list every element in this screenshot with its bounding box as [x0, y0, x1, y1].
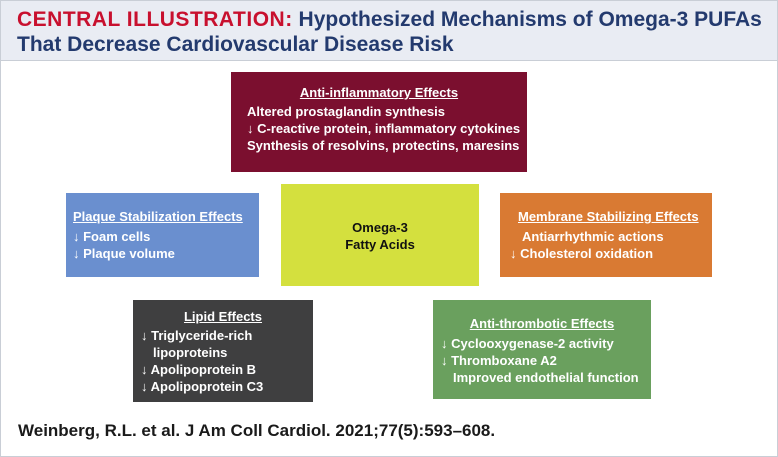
- plaque-stabilization-title: Plaque Stabilization Effects: [73, 209, 243, 224]
- anti-thrombotic-line: ↓ Thromboxane A2: [441, 353, 557, 368]
- lipid-effects-line: lipoproteins: [153, 345, 228, 360]
- anti-inflammatory-line: Altered prostaglandin synthesis: [247, 104, 445, 119]
- central-illustration-tag: CENTRAL ILLUSTRATION:: [17, 8, 293, 31]
- lipid-effects-box: [133, 300, 313, 402]
- citation: Weinberg, R.L. et al. J Am Coll Cardiol. 2021;77(5):593–608.: [18, 421, 496, 440]
- lipid-effects-line: ↓ Apolipoprotein C3: [141, 379, 264, 394]
- lipid-effects-line: ↓ Triglyceride-rich: [141, 328, 253, 343]
- header-title-part-1: Hypothesized Mechanisms of Omega-3 PUFAs: [298, 8, 762, 31]
- fatty-acids-label: Fatty Acids: [345, 237, 415, 252]
- lipid-effects-title: Lipid Effects: [183, 309, 262, 324]
- plaque-stabilization-box: [66, 193, 259, 277]
- anti-inflammatory-line: ↓ C-reactive protein, inflammatory cytokines: [247, 121, 521, 136]
- anti-inflammatory-box: [231, 72, 527, 172]
- anti-thrombotic-title: Anti-thrombotic Effects: [469, 316, 615, 331]
- anti-inflammatory-title: Anti-inflammatory Effects: [299, 85, 459, 100]
- membrane-stabilizing-line: Antiarrhythmic actions: [522, 229, 664, 244]
- anti-thrombotic-line: ↓ Cyclooxygenase-2 activity: [441, 336, 614, 351]
- header-title-line-1: [17, 8, 762, 32]
- membrane-stabilizing-line: ↓ Cholesterol oxidation: [510, 246, 654, 261]
- anti-inflammatory-line: Synthesis of resolvins, protectins, maresins: [247, 138, 520, 153]
- omega-3-label: Omega-3: [352, 220, 408, 235]
- figure-header: [1, 1, 777, 61]
- omega-3-center-box: [281, 184, 479, 286]
- plaque-stabilization-line: ↓ Foam cells: [73, 229, 151, 244]
- plaque-stabilization-line: ↓ Plaque volume: [73, 246, 175, 261]
- anti-thrombotic-box: [433, 300, 651, 399]
- membrane-stabilizing-box: [500, 193, 712, 277]
- header-title-line-2: That Decrease Cardiovascular Disease Risk: [17, 33, 454, 56]
- anti-thrombotic-line: Improved endothelial function: [453, 370, 639, 385]
- lipid-effects-line: ↓ Apolipoprotein B: [141, 362, 257, 377]
- membrane-stabilizing-title: Membrane Stabilizing Effects: [518, 209, 699, 224]
